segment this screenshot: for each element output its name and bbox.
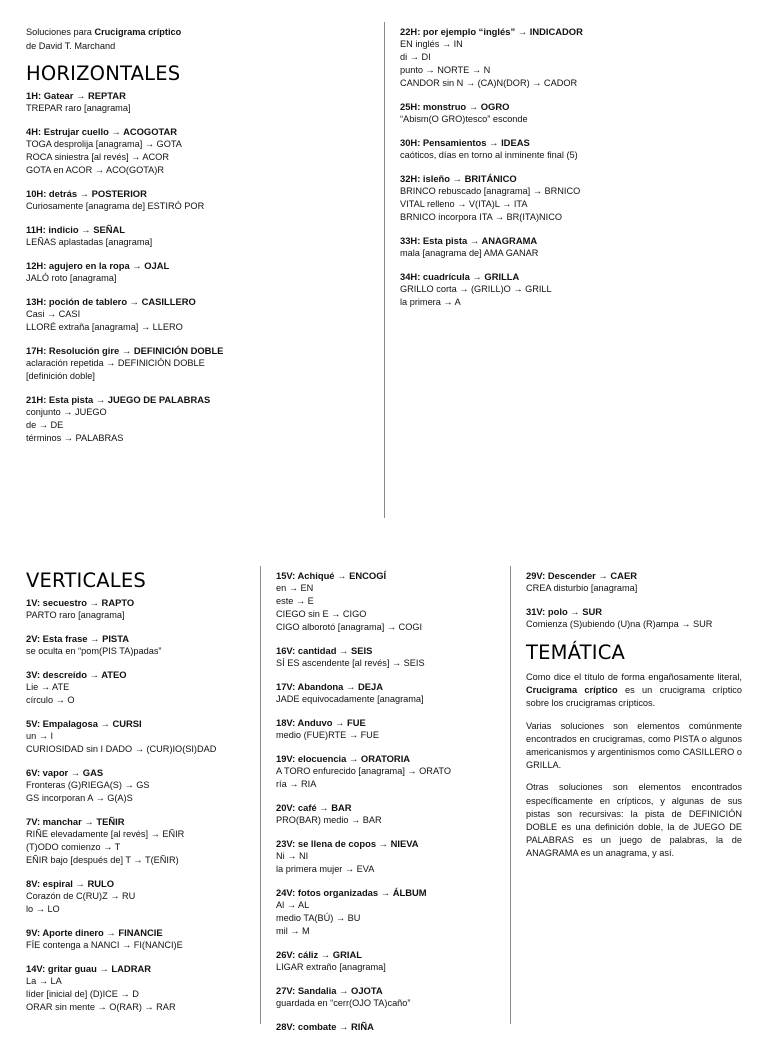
clue-explanation-line: mala [anagrama de] AMA GANAR	[400, 248, 539, 258]
clue-heading: 1V: secuestro → RAPTO	[26, 597, 135, 608]
clue-entry	[276, 752, 506, 791]
clue-explanation-line: GS incorporan A → G(A)S	[26, 793, 133, 803]
clue-heading: 20V: café → BAR	[276, 802, 352, 813]
clue-explanation-line: guardada en “cerr(OJO TA)caño”	[276, 998, 411, 1008]
clue-explanation-line: Comienza (S)ubiendo (U)na (R)ampa → SUR	[526, 619, 713, 629]
clue-entry	[400, 172, 750, 224]
clue-heading: 7V: manchar → TEÑIR	[26, 816, 125, 827]
clue-explanation-line: TOGA desprolija [anagrama] → GOTA	[26, 139, 182, 149]
clue-explanation-line: ROCA siniestra [al revés] → ACOR	[26, 152, 169, 162]
clue-entry	[26, 596, 258, 622]
clue-heading: 4H: Estrujar cuello → ACOGOTAR	[26, 126, 178, 137]
clue-heading: 28V: combate → RIÑA	[276, 1021, 374, 1032]
clue-explanation-line: RIÑE elevadamente [al revés] → EÑIR	[26, 829, 185, 839]
clue-entry	[276, 569, 506, 634]
clue-explanation-line: Ni → NI	[276, 851, 309, 861]
clue-explanation-line: PARTO raro [anagrama]	[26, 610, 125, 620]
clue-heading: 8V: espiral → RULO	[26, 878, 115, 889]
intro-line-2: de David T. Marchand	[26, 41, 116, 51]
clue-explanation-line: líder [inicial de] (D)ICE → D	[26, 989, 139, 999]
clue-heading: 31V: polo → SUR	[526, 606, 603, 617]
clue-explanation-line: Al → AL	[276, 900, 310, 910]
verticales-column-1	[26, 569, 258, 1024]
clue-heading: 26V: cáliz → GRIAL	[276, 949, 362, 960]
clue-explanation-line: A TORO enfurecido [anagrama] → ORATO	[276, 766, 451, 776]
clue-entry	[26, 766, 258, 805]
clue-entry	[400, 234, 750, 260]
clue-heading: 6V: vapor → GAS	[26, 767, 104, 778]
horizontales-column-1	[26, 62, 366, 455]
clue-entry	[526, 569, 742, 595]
clue-explanation-line: EÑIR bajo [después de] T → T(EÑIR)	[26, 855, 179, 865]
clue-entry	[276, 948, 506, 974]
clue-explanation-line: LLORÉ extraña [anagrama] → LLERO	[26, 322, 183, 332]
clue-explanation-line: punto → NORTE → N	[400, 65, 491, 75]
clue-entry	[26, 259, 366, 285]
clue-entry	[276, 716, 506, 742]
clue-entry	[276, 680, 506, 706]
horizontales-clues-list-1	[26, 89, 366, 445]
verticales-title: VERTICALES	[26, 569, 146, 592]
clue-explanation-line: CANDOR sin N → (CA)N(DOR) → CADOR	[400, 78, 578, 88]
clue-explanation-line: de → DE	[26, 420, 64, 430]
clue-explanation-line: CURIOSIDAD sin I DADO → (CUR)IO(SI)DAD	[26, 744, 217, 754]
clue-explanation-line: Casi → CASI	[26, 309, 81, 319]
clue-explanation-line: aclaración repetida → DEFINICIÓN DOBLE	[26, 358, 205, 368]
clue-explanation-line: GOTA en ACOR → ACO(GOTA)R	[26, 165, 165, 175]
clue-entry	[26, 125, 366, 177]
clue-explanation-line: Corazón de C(RU)Z → RU	[26, 891, 136, 901]
clue-heading: 11H: indicio → SEÑAL	[26, 224, 125, 235]
clue-explanation-line: FÍE contenga a NANCI → FI(NANCI)E	[26, 940, 183, 950]
clue-explanation-line: lo → LO	[26, 904, 60, 914]
clue-explanation-line: se oculta en “pom(PIS TA)padas”	[26, 646, 162, 656]
clue-entry	[26, 632, 258, 658]
clue-heading: 24V: fotos organizadas → ÁLBUM	[276, 887, 427, 898]
clue-heading: 16V: cantidad → SEIS	[276, 645, 373, 656]
clue-explanation-line: VITAL relleno → V(ITA)L → ITA	[400, 199, 528, 209]
clue-explanation-line: “Abism(O GRO)tesco” esconde	[400, 114, 528, 124]
clue-heading: 27V: Sandalia → OJOTA	[276, 985, 383, 996]
clue-heading: 13H: poción de tablero → CASILLERO	[26, 296, 196, 307]
clue-explanation-line: la primera mujer → EVA	[276, 864, 375, 874]
clue-explanation-line: ORAR sin mente → O(RAR) → RAR	[26, 1002, 176, 1012]
clue-explanation-line: Curiosamente [anagrama de] ESTIRÓ POR	[26, 201, 205, 211]
clue-explanation-line: di → DI	[400, 52, 431, 62]
clue-explanation-line: CIGO alborotó [anagrama] → COGI	[276, 622, 423, 632]
clue-explanation-line: PRO(BAR) medio → BAR	[276, 815, 382, 825]
clue-heading: 12H: agujero en la ropa → OJAL	[26, 260, 170, 271]
clue-explanation-line: este → E	[276, 596, 314, 606]
clue-entry	[400, 270, 750, 309]
clue-heading: 34H: cuadrícula → GRILLA	[400, 271, 520, 282]
clue-explanation-line: CIEGO sin E → CIGO	[276, 609, 367, 619]
clue-entry	[26, 668, 258, 707]
clue-entry	[26, 815, 258, 867]
verticales-clues-list-1	[26, 596, 258, 1014]
tematica-title: TEMÁTICA	[526, 641, 626, 664]
clue-explanation-line: Lie → ATE	[26, 682, 70, 692]
clue-explanation-line: un → I	[26, 731, 54, 741]
column-divider-bottom-left	[260, 566, 261, 1024]
clue-heading: 21H: Esta pista → JUEGO DE PALABRAS	[26, 394, 211, 405]
clue-heading: 3V: descreído → ATEO	[26, 669, 127, 680]
clue-explanation-line: en → EN	[276, 583, 314, 593]
clue-explanation-line: ría → RIA	[276, 779, 317, 789]
clue-heading: 17V: Abandona → DEJA	[276, 681, 383, 692]
tematica-paragraph-1: Como dice el título de forma engañosamente literal, Crucigrama críptico es un crucigrama críptico sobre los crucigramas crípticos.	[526, 672, 743, 709]
clue-entry	[276, 837, 506, 876]
clue-explanation-line: medio TA(BÚ) → BU	[276, 913, 361, 923]
clue-entry	[276, 1020, 506, 1033]
clue-explanation-line: SÍ ES ascendente [al revés] → SEIS	[276, 658, 425, 668]
clue-explanation-line: GRILLO corta → (GRILL)O → GRILL	[400, 284, 552, 294]
clue-entry	[400, 100, 750, 126]
clue-heading: 5V: Empalagosa → CURSI	[26, 718, 142, 729]
clue-explanation-line: la primera → A	[400, 297, 461, 307]
clue-explanation-line: caóticos, días en torno al inminente final (5)	[400, 150, 578, 160]
clue-explanation-line: [definición doble]	[26, 371, 95, 381]
clue-explanation-line: JALÓ roto [anagrama]	[26, 273, 117, 283]
clue-heading: 10H: detrás → POSTERIOR	[26, 188, 147, 199]
clue-explanation-line: círculo → O	[26, 695, 75, 705]
clue-explanation-line: JADE equivocadamente [anagrama]	[276, 694, 424, 704]
clue-entry	[526, 605, 742, 631]
clue-heading: 19V: elocuencia → ORATORIA	[276, 753, 411, 764]
verticales-clues-list-2	[276, 569, 506, 1033]
clue-explanation-line: BRNICO incorpora ITA → BR(ITA)NICO	[400, 212, 562, 222]
clue-entry	[276, 801, 506, 827]
clue-heading: 2V: Esta frase → PISTA	[26, 633, 129, 644]
clue-entry	[26, 89, 366, 115]
clue-heading: 1H: Gatear → REPTAR	[26, 90, 126, 101]
clue-explanation-line: LIGAR extraño [anagrama]	[276, 962, 386, 972]
clue-heading: 32H: isleño → BRITÁNICO	[400, 173, 517, 184]
clue-explanation-line: (T)ODO comienzo → T	[26, 842, 121, 852]
clue-entry	[400, 25, 750, 90]
horizontales-clues-list-2	[400, 25, 750, 309]
verticales-clues-list-3	[526, 569, 742, 631]
clue-explanation-line: mil → M	[276, 926, 310, 936]
clue-heading: 18V: Anduvo → FUE	[276, 717, 366, 728]
tematica-paragraph-3: Otras soluciones son elementos encontrados específicamente en crípticos, y algunas de sus pistas son recursivas: la pista de DEFINICIÓN DOBLE es una definición doble, la de JUEGO DE PALABRAS es un juego de palabras, la de ANAGRAMA es un anagrama, y así.	[526, 782, 742, 859]
intro-bold-title: Crucigrama críptico	[94, 27, 182, 37]
clue-heading: 22H: por ejemplo “inglés” → INDICADOR	[400, 26, 583, 37]
clue-entry	[26, 877, 258, 916]
clue-explanation-line: CREA disturbio [anagrama]	[526, 583, 638, 593]
clue-explanation-line: medio (FUE)RTE → FUE	[276, 730, 379, 740]
clue-explanation-line: BRINCO rebuscado [anagrama] → BRNICO	[400, 186, 581, 196]
clue-explanation-line: términos → PALABRAS	[26, 433, 124, 443]
clue-entry	[276, 886, 506, 938]
intro-line-1: Soluciones para Crucigrama críptico	[26, 27, 182, 37]
clue-entry	[26, 187, 366, 213]
clue-entry	[276, 644, 506, 670]
clue-heading: 29V: Descender → CAER	[526, 570, 637, 581]
clue-explanation-line: La → LA	[26, 976, 62, 986]
clue-entry	[26, 393, 366, 445]
clue-entry	[26, 295, 366, 334]
clue-heading: 30H: Pensamientos → IDEAS	[400, 137, 530, 148]
clue-heading: 9V: Aporte dinero → FINANCIE	[26, 927, 163, 938]
clue-entry	[26, 926, 258, 952]
horizontales-title: HORIZONTALES	[26, 62, 181, 85]
horizontales-column-2	[400, 25, 750, 319]
clue-heading: 33H: Esta pista → ANAGRAMA	[400, 235, 538, 246]
clue-explanation-line: conjunto → JUEGO	[26, 407, 107, 417]
clue-entry	[26, 344, 366, 383]
clue-explanation-line: Fronteras (G)RIEGA(S) → GS	[26, 780, 150, 790]
tematica-paragraph-2: Varias soluciones son elementos comúnmente encontrados en crucigramas, como PISTA o algunos americanismos y argentinismos como CASILLERO o GRILLA.	[526, 720, 742, 771]
clue-entry	[26, 223, 366, 249]
verticales-column-2	[276, 569, 506, 1043]
clue-explanation-line: EN inglés → IN	[400, 39, 463, 49]
clue-heading: 14V: gritar guau → LADRAR	[26, 963, 152, 974]
clue-heading: 17H: Resolución gire → DEFINICIÓN DOBLE	[26, 345, 224, 356]
clue-entry	[26, 962, 258, 1014]
column-divider-bottom-right	[510, 566, 511, 1024]
clue-heading: 23V: se llena de copos → NIEVA	[276, 838, 419, 849]
clue-explanation-line: LEÑAS aplastadas [anagrama]	[26, 237, 153, 247]
clue-heading: 15V: Achiqué → ENCOGÍ	[276, 570, 387, 581]
clue-heading: 25H: monstruo → OGRO	[400, 101, 510, 112]
clue-entry	[400, 136, 750, 162]
clue-explanation-line: TREPAR raro [anagrama]	[26, 103, 131, 113]
clue-entry	[26, 717, 258, 756]
column-divider-top	[384, 22, 385, 518]
intro	[26, 25, 366, 53]
clue-entry	[276, 984, 506, 1010]
verticales-column-3	[526, 569, 742, 870]
